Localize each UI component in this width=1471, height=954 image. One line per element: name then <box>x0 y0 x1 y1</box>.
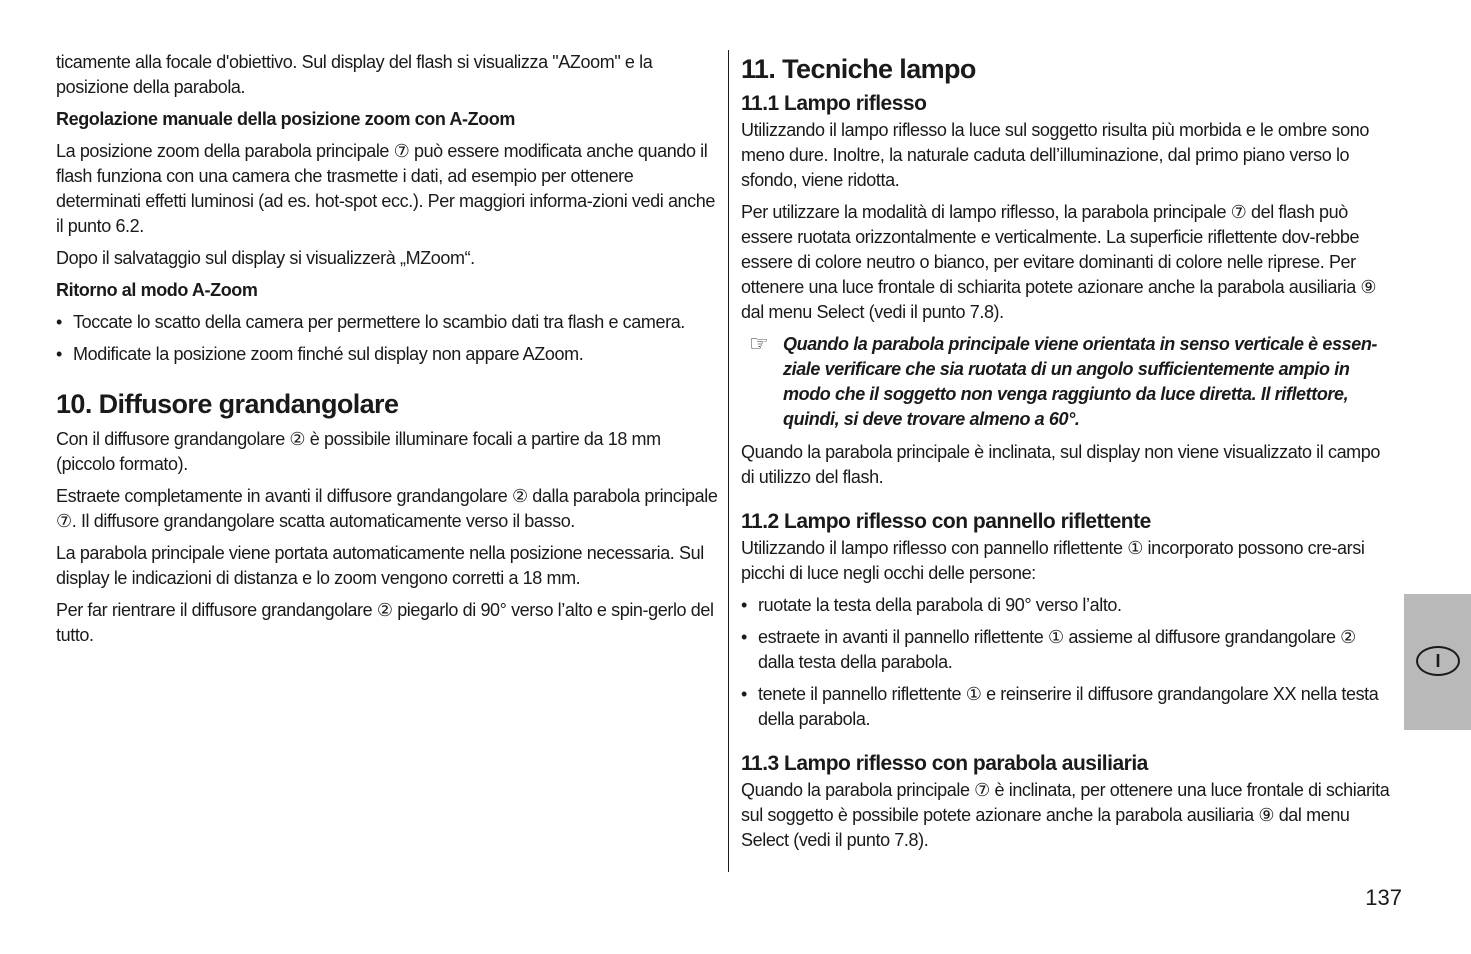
list-item: • Modificate la posizione zoom finché sul display non appare AZoom. <box>56 342 718 367</box>
section-heading-10: 10. Diffusore grandangolare <box>56 389 399 419</box>
subsection-heading-11-3: 11.3 Lampo riflesso con parabola ausiliaria <box>741 752 1148 775</box>
column-divider <box>728 50 729 872</box>
language-badge: I <box>1416 646 1460 676</box>
left-column <box>56 50 718 655</box>
bullet: • <box>741 627 747 647</box>
list-item: • ruotate la testa della parabola di 90° verso l’alto. <box>741 593 1391 618</box>
paragraph: ticamente alla focale d'obiettivo. Sul display del flash si visualizza "AZoom" e la posizione della parabola. <box>56 52 653 97</box>
subsection-heading-11-1: 11.1 Lampo riflesso <box>741 92 927 115</box>
section-heading-11: 11. Tecniche lampo <box>741 54 976 84</box>
paragraph: Utilizzando il lampo riflesso la luce sul soggetto risulta più morbida e le ombre sono meno dure. Inoltre, la naturale caduta dell’illuminazione, dal primo piano verso lo sfondo, viene ridotta. <box>741 120 1369 190</box>
paragraph: Quando la parabola principale è inclinata, sul display non viene visualizzato il campo di utilizzo del flash. <box>741 442 1381 487</box>
paragraph: Estraete completamente in avanti il diffusore grandangolare ② dalla parabola principale ⑦. Il diffusore grandangolare scatta automaticamente verso il basso. <box>56 486 718 531</box>
subsection-heading-11-2: 11.2 Lampo riflesso con pannello riflettente <box>741 510 1151 533</box>
paragraph: La parabola principale viene portata automaticamente nella posizione necessaria. Sul display le indicazioni di distanza e lo zoom vengono corretti a 18 mm. <box>56 543 704 588</box>
list-item: • tenete il pannello riflettente ① e reinserire il diffusore grandangolare XX nella testa della parabola. <box>741 684 1379 729</box>
right-column <box>741 50 1391 860</box>
page-number: 137 <box>1365 885 1402 910</box>
list-item: • Toccate lo scatto della camera per permettere lo scambio dati tra flash e camera. <box>56 310 718 335</box>
paragraph: Con il diffusore grandangolare ② è possibile illuminare focali a partire da 18 mm (piccolo formato). <box>56 429 661 474</box>
list-item: • estraete in avanti il pannello riflettente ① assieme al diffusore grandangolare ② dalla testa della parabola. <box>741 627 1356 672</box>
paragraph: Dopo il salvataggio sul display si visualizzerà „MZoom“. <box>56 248 475 268</box>
note: ☞ Quando la parabola principale viene orientata in senso verticale è essen-ziale verificare che sia ruotata di un angolo sufficientemente ampio in modo che il soggetto non venga raggiunto da luce diretta. Il riflettore, quindi, si deve trovare almeno a 60°. <box>749 331 1378 429</box>
subheading-return-a-zoom: Ritorno al modo A-Zoom <box>56 280 258 300</box>
paragraph: Utilizzando il lampo riflesso con pannello riflettente ① incorporato possono cre-arsi picchi di luce negli occhi delle persone: <box>741 538 1365 583</box>
paragraph: Per utilizzare la modalità di lampo riflesso, la parabola principale ⑦ del flash può essere ruotata orizzontalmente e verticalmente. La superficie riflettente dov-rebbe essere di colore neutro o bianco, per evitare dominanti di colore nelle riprese. Per ottenere una luce frontale di schiarita potete azionare anche la parabola ausiliaria ⑨ dal menu Select (vedi il punto 7.8). <box>741 202 1377 322</box>
bullet: • <box>741 595 747 615</box>
paragraph: La posizione zoom della parabola principale ⑦ può essere modificata anche quando il flash funziona con una camera che trasmette i dati, ad esempio per ottenere determinati effetti luminosi (ad es. hot-spot ecc.). Per maggiori informa-zioni vedi anche il punto 6.2. <box>56 141 715 236</box>
paragraph: Quando la parabola principale ⑦ è inclinata, per ottenere una luce frontale di schiarita sul soggetto è possibile potete azionare anche la parabola ausiliaria ⑨ dal menu Select (vedi il punto 7.8). <box>741 780 1390 850</box>
bullet: • <box>741 684 747 704</box>
bullet: • <box>56 344 62 364</box>
paragraph: Per far rientrare il diffusore grandangolare ② piegarlo di 90° verso l’alto e spin-gerlo del tutto. <box>56 600 714 645</box>
bullet: • <box>56 312 62 332</box>
pointing-hand-icon: ☞ <box>749 331 769 356</box>
subheading-manual-zoom: Regolazione manuale della posizione zoom con A-Zoom <box>56 109 515 129</box>
language-tab <box>1404 594 1471 730</box>
